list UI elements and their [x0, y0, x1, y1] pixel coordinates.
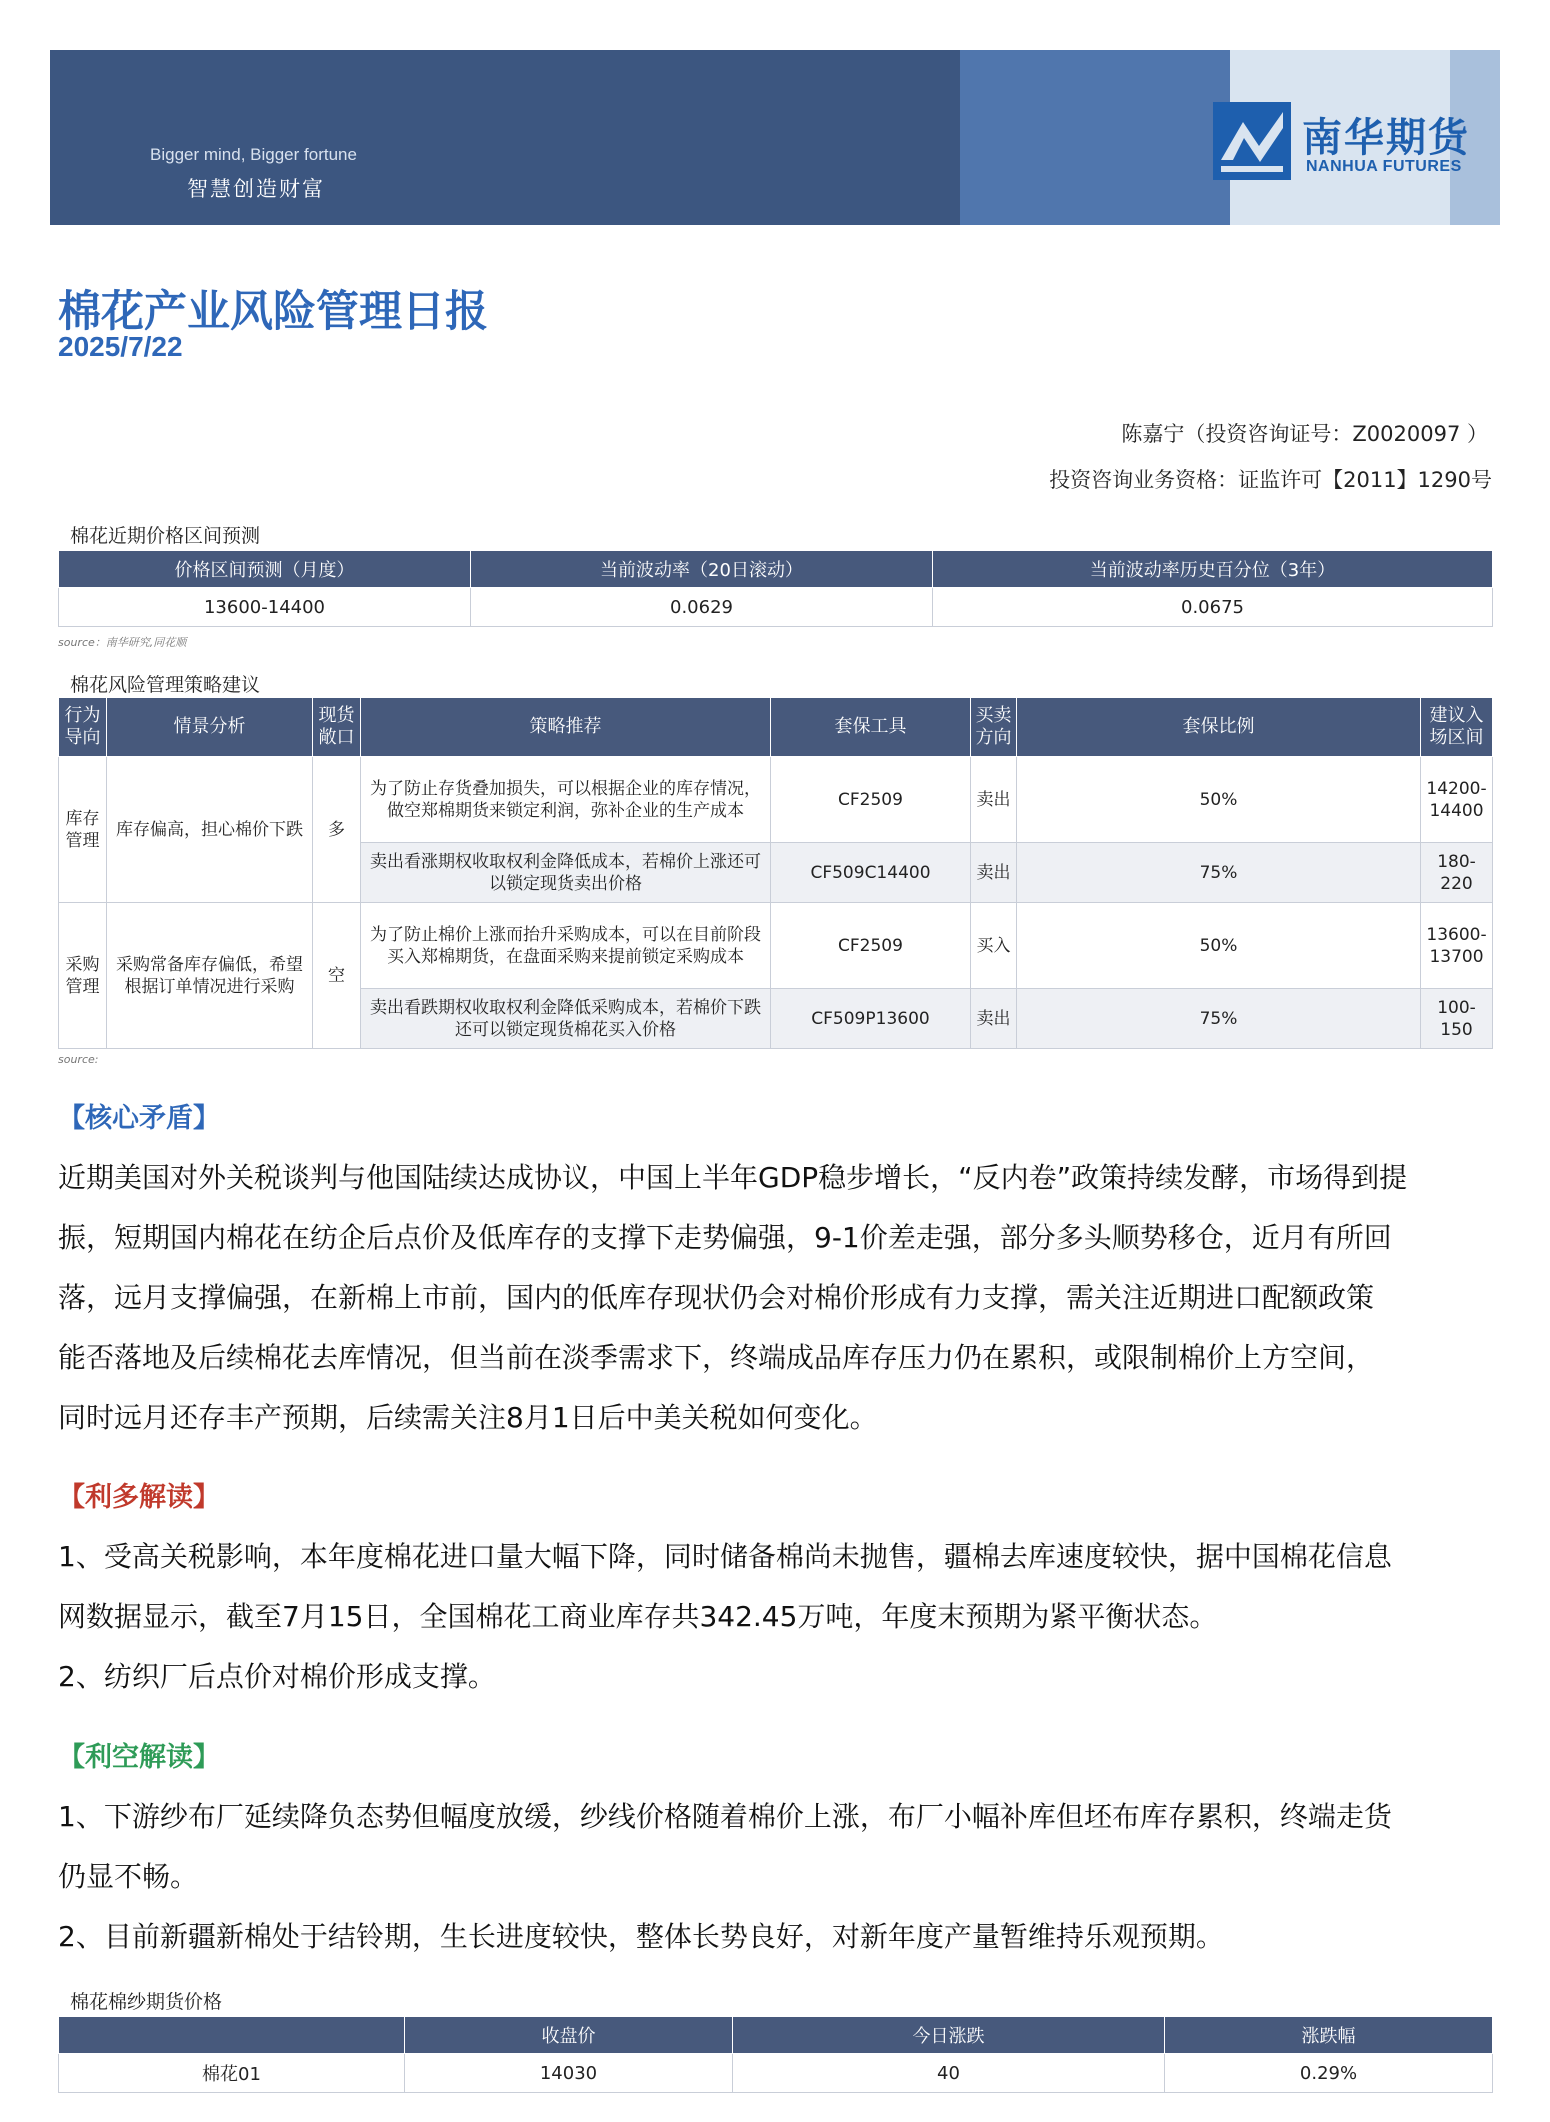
table-cell: 40: [733, 2054, 1165, 2093]
core-line: 能否落地及后续棉花去库情况，但当前在淡季需求下，终端成品库存压力仍在累积，或限制棉价上方空间，: [58, 1341, 1375, 1374]
table-header: 现货敞口: [313, 698, 361, 757]
source-note: source：南华研究,同花顺: [58, 636, 187, 649]
header-banner: [50, 50, 1500, 225]
bearish-line: 2、目前新疆新棉处于结铃期，生长进度较快，整体长势良好，对新年度产量暂维持乐观预期。: [58, 1920, 1224, 1953]
table-cell: 13600-14400: [59, 588, 471, 627]
bullish-heading: 【利多解读】: [58, 1482, 220, 1513]
table-header: [59, 2017, 405, 2054]
strategy-cell: 卖出看跌期权收取权利金降低采购成本，若棉价下跌还可以锁定现货棉花买入价格: [361, 989, 771, 1049]
logo-chinese-text: 南华期货: [1302, 115, 1470, 161]
logo-english-text: NANHUA FUTURES: [1306, 158, 1462, 175]
behavior-cell: 库存管理: [59, 757, 107, 903]
table-header: 情景分析: [107, 698, 313, 757]
bearish-paragraph: [58, 1787, 1498, 1967]
core-paragraph: [58, 1148, 1498, 1448]
table-cell: 棉花01: [59, 2054, 405, 2093]
core-line: 落，远月支撑偏强，在新棉上市前，国内的低库存现状仍会对棉价形成有力支撑，需关注近期进口配额政策: [58, 1281, 1375, 1314]
ratio-cell: 75%: [1017, 989, 1421, 1049]
price-range-caption: 棉花近期价格区间预测: [70, 525, 261, 547]
nanhua-logo-icon: [1213, 102, 1291, 180]
license-line: 投资咨询业务资格：证监许可【2011】1290号: [1049, 468, 1492, 492]
strategy-table: [58, 697, 1493, 1049]
strategy-cell: 卖出看涨期权收取权利金降低成本，若棉价上涨还可以锁定现货卖出价格: [361, 843, 771, 903]
core-heading: 【核心矛盾】: [58, 1103, 220, 1134]
table-header: 当前波动率（20日滚动）: [471, 551, 933, 588]
table-cell: 0.0629: [471, 588, 933, 627]
tool-cell: CF2509: [771, 757, 971, 843]
table-header: 收盘价: [405, 2017, 733, 2054]
table-header: 涨跌幅: [1165, 2017, 1493, 2054]
slogan-english: Bigger mind, Bigger fortune: [150, 145, 357, 164]
range-cell: 100-150: [1421, 989, 1493, 1049]
table-header: 套保工具: [771, 698, 971, 757]
table-header: 建议入场区间: [1421, 698, 1493, 757]
behavior-cell: 采购管理: [59, 903, 107, 1049]
banner-mid-panel: [960, 50, 1230, 225]
ratio-cell: 50%: [1017, 903, 1421, 989]
core-line: 同时远月还存丰产预期，后续需关注8月1日后中美关税如何变化。: [58, 1401, 878, 1434]
tool-cell: CF509P13600: [771, 989, 971, 1049]
table-row: [59, 903, 1493, 989]
direction-cell: 卖出: [971, 989, 1017, 1049]
slogan-chinese: 智慧创造财富: [187, 177, 325, 201]
scenario-cell: 库存偏高，担心棉价下跌: [107, 757, 313, 903]
range-cell: 180-220: [1421, 843, 1493, 903]
ratio-cell: 75%: [1017, 843, 1421, 903]
strategy-caption: 棉花风险管理策略建议: [70, 674, 261, 696]
report-title: 棉花产业风险管理日报: [58, 287, 488, 337]
ratio-cell: 50%: [1017, 757, 1421, 843]
table-header: 策略推荐: [361, 698, 771, 757]
source-note: source:: [58, 1053, 99, 1066]
table-header: 行为导向: [59, 698, 107, 757]
exposure-cell: 空: [313, 903, 361, 1049]
tool-cell: CF509C14400: [771, 843, 971, 903]
table-cell: 0.0675: [933, 588, 1493, 627]
range-cell: 13600-13700: [1421, 903, 1493, 989]
direction-cell: 卖出: [971, 757, 1017, 843]
author-line: 陈嘉宁（投资咨询证号：Z0020097 ）: [1121, 422, 1488, 446]
price-range-table: [58, 550, 1493, 627]
bullish-line: 2、纺织厂后点价对棉价形成支撑。: [58, 1660, 496, 1693]
bullish-line: 1、受高关税影响，本年度棉花进口量大幅下降，同时储备棉尚未抛售，疆棉去库速度较快，据中国棉花信息: [58, 1540, 1392, 1573]
report-date: 2025/7/22: [58, 331, 183, 362]
bearish-line: 仍显不畅。: [58, 1860, 199, 1893]
table-cell: 14030: [405, 2054, 733, 2093]
tool-cell: CF2509: [771, 903, 971, 989]
range-cell: 14200-14400: [1421, 757, 1493, 843]
bullish-line: 网数据显示，截至7月15日，全国棉花工商业库存共342.45万吨，年度末预期为紧平衡状态。: [58, 1600, 1218, 1633]
bearish-heading: 【利空解读】: [58, 1742, 220, 1773]
table-cell: 0.29%: [1165, 2054, 1493, 2093]
scenario-cell: 采购常备库存偏低，希望根据订单情况进行采购: [107, 903, 313, 1049]
bullish-paragraph: [58, 1527, 1498, 1707]
exposure-cell: 多: [313, 757, 361, 903]
core-line: 近期美国对外关税谈判与他国陆续达成协议，中国上半年GDP稳步增长，“反内卷”政策持续发酵，市场得到提: [58, 1161, 1408, 1194]
bearish-line: 1、下游纱布厂延续降负态势但幅度放缓，纱线价格随着棉价上涨，布厂小幅补库但坯布库存累积，终端走货: [58, 1800, 1392, 1833]
futures-caption: 棉花棉纱期货价格: [70, 1991, 223, 2013]
table-header: 套保比例: [1017, 698, 1421, 757]
table-header: 今日涨跌: [733, 2017, 1165, 2054]
futures-table: [58, 2016, 1493, 2093]
table-row: [59, 2054, 1493, 2093]
table-header: 价格区间预测（月度）: [59, 551, 471, 588]
table-row: [59, 588, 1493, 627]
direction-cell: 卖出: [971, 843, 1017, 903]
table-header: 买卖方向: [971, 698, 1017, 757]
core-line: 振，短期国内棉花在纺企后点价及低库存的支撑下走势偏强，9-1价差走强，部分多头顺势移仓，近月有所回: [58, 1221, 1392, 1254]
table-header: 当前波动率历史百分位（3年）: [933, 551, 1493, 588]
table-row: [59, 757, 1493, 843]
strategy-cell: 为了防止存货叠加损失，可以根据企业的库存情况，做空郑棉期货来锁定利润，弥补企业的生产成本: [361, 757, 771, 843]
strategy-cell: 为了防止棉价上涨而抬升采购成本，可以在目前阶段买入郑棉期货，在盘面采购来提前锁定采购成本: [361, 903, 771, 989]
direction-cell: 买入: [971, 903, 1017, 989]
